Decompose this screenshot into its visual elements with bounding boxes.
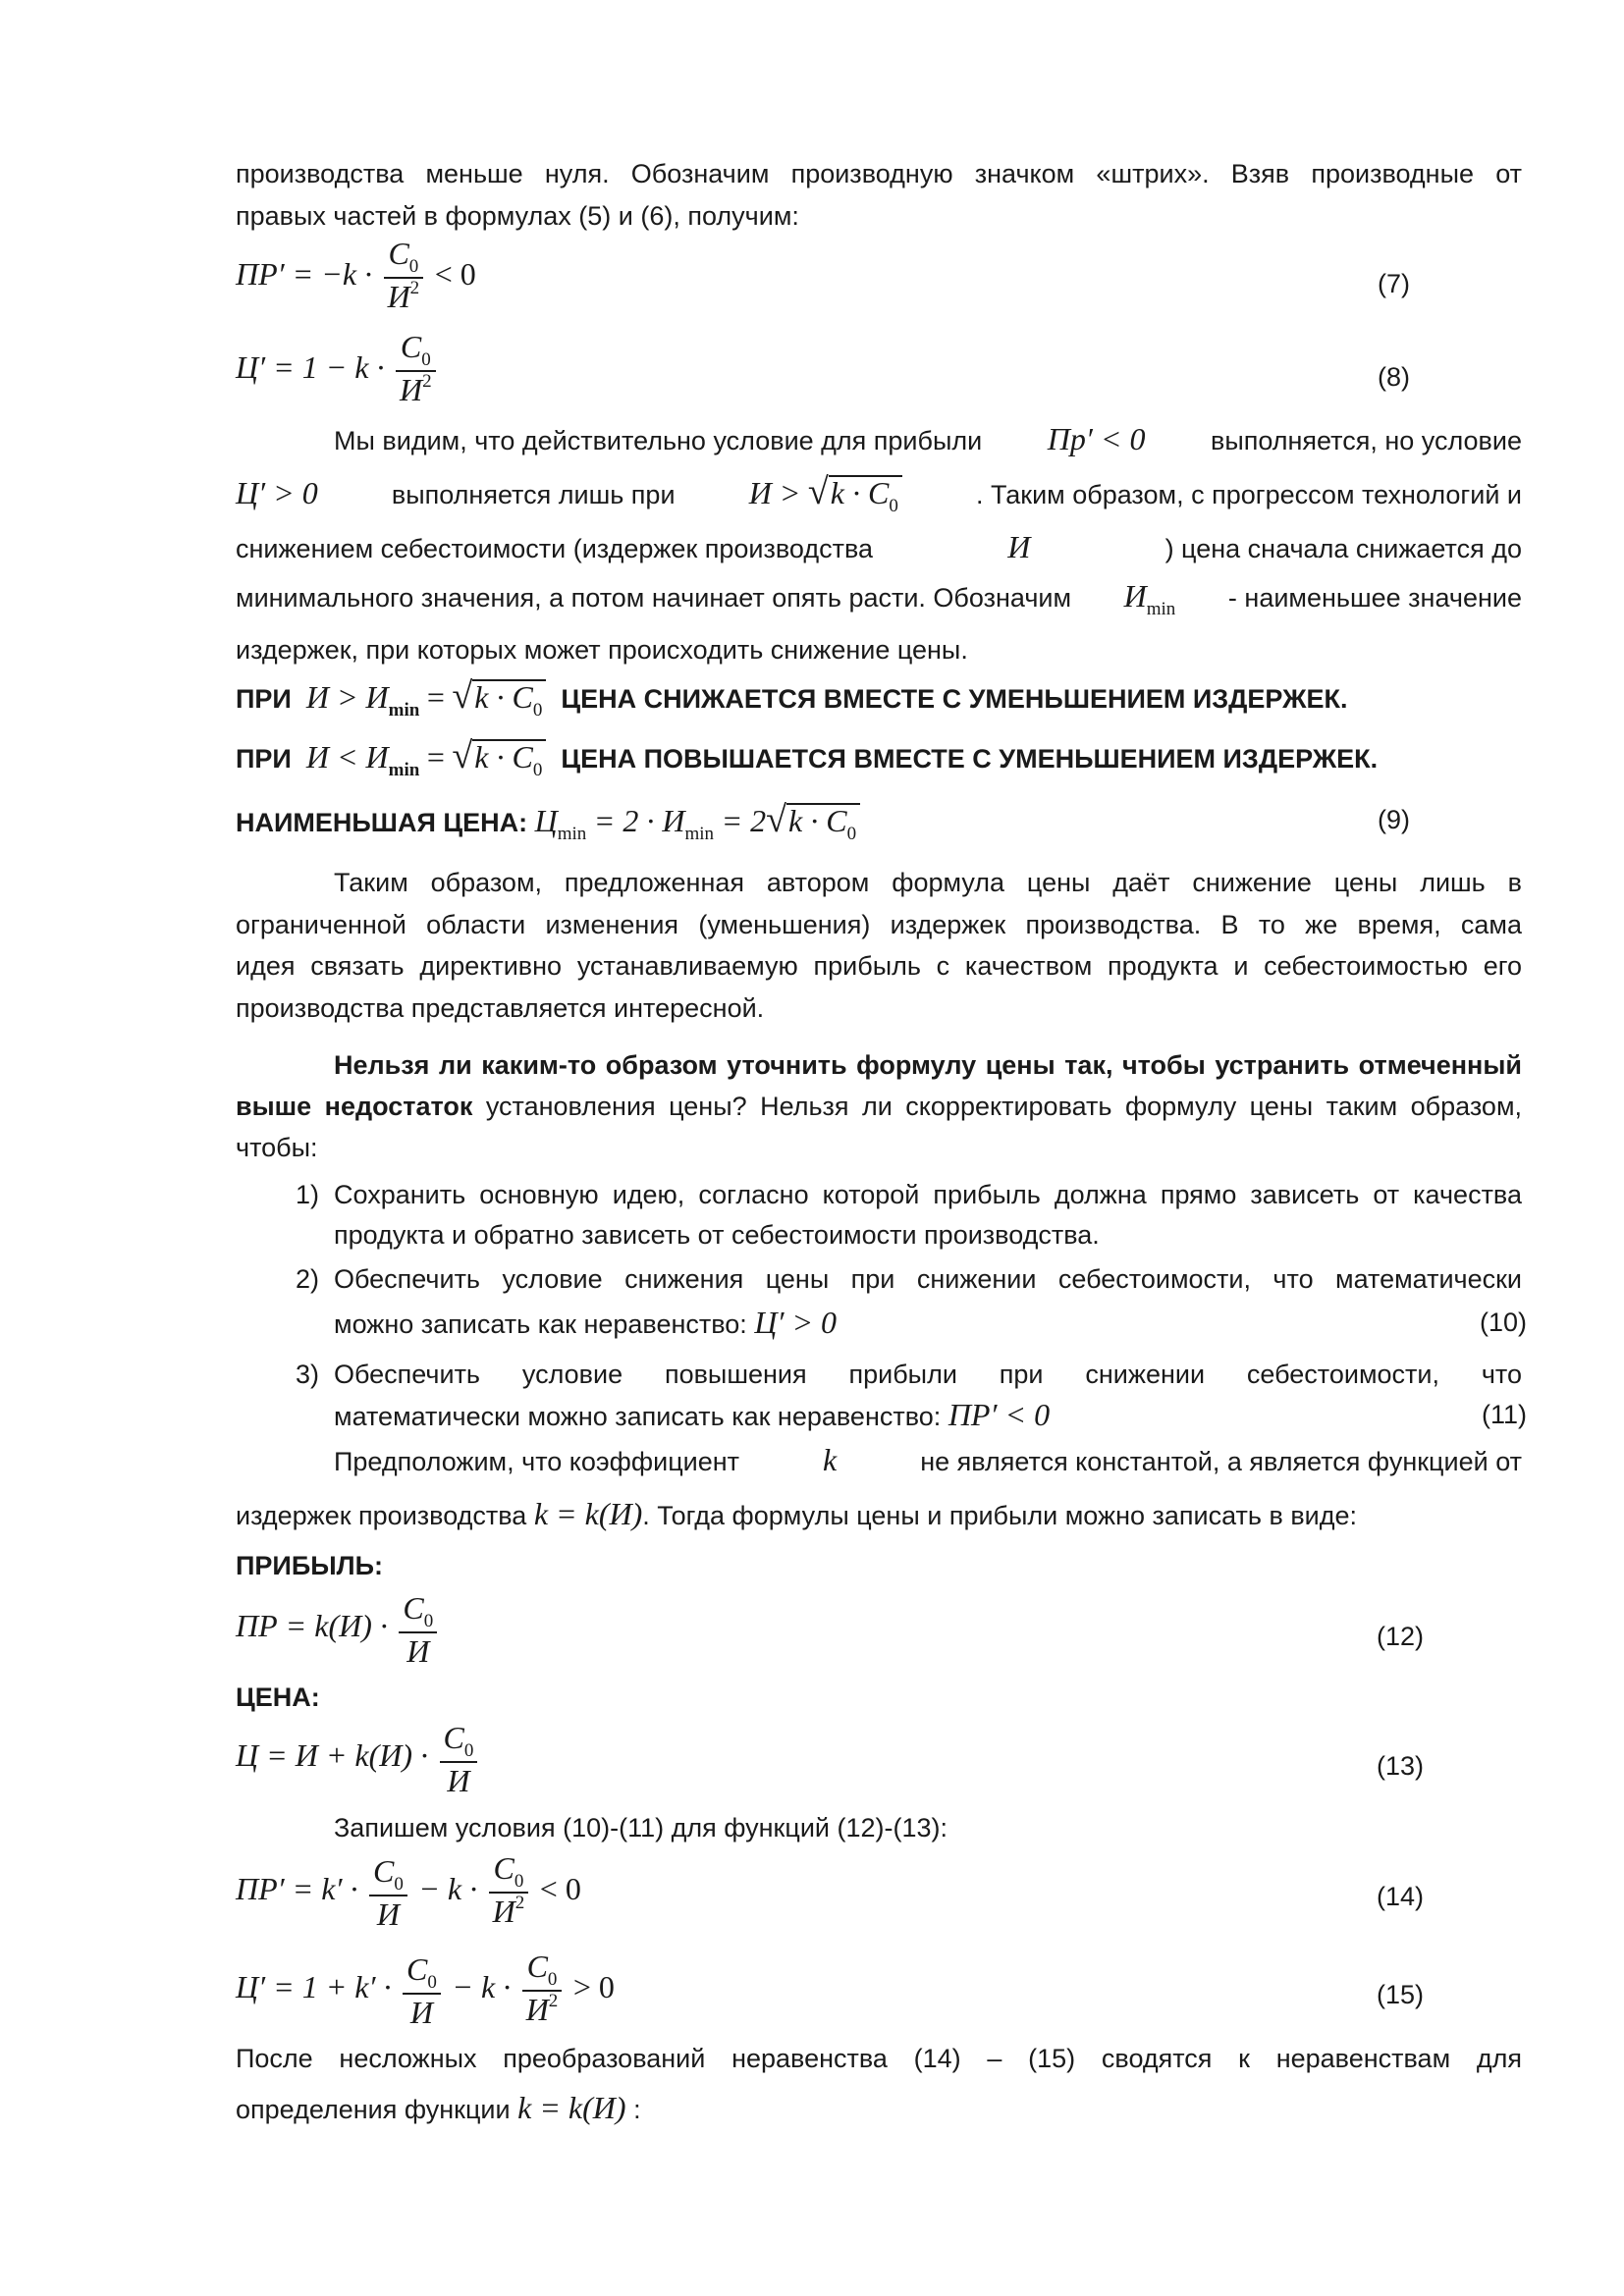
equation-lhs: ПР′ = −k · [236, 256, 373, 293]
inline-math: Ц′ > 0 [236, 475, 318, 510]
equation-rhs: < 0 [434, 256, 476, 293]
paragraph-line: Нельзя ли каким-то образом уточнить формулу цены так, чтобы устранить отмеченный [334, 1050, 1522, 1080]
equation-number: (12) [1376, 1622, 1424, 1651]
equation-number: (8) [1378, 362, 1410, 392]
paragraph-line: Предположим, что коэффициент k не является константой, а является функцией от [334, 1442, 1522, 1477]
equation-number: (14) [1376, 1882, 1424, 1911]
rule-decreasing: ПРИ $И > И_{min} = √k \cdot C_0$ ЦЕНА СНИЖАЕТСЯ ВМЕСТЕ С УМЕНЬШЕНИЕМ ИЗДЕРЖЕК. [236, 675, 1348, 721]
fraction: $\frac{C_0}{И^2}$ [384, 236, 424, 320]
paragraph-line: идея связать директивно устанавливаемую прибыль с качеством продукта и себестоимостью его [236, 951, 1522, 981]
paragraph-line: производства представляется интересной. [236, 993, 765, 1023]
equation-number: (9) [1378, 805, 1410, 834]
list-number: 1) [295, 1180, 319, 1209]
paragraph-line: издержек, при которых может происходить снижение цены. [236, 635, 968, 665]
equation-lhs: Ц′ = 1 − k · [236, 349, 385, 386]
fraction: $\frac{C_0}{И^2}$ [396, 329, 436, 413]
equation-7 [236, 236, 1522, 324]
heading-price: ЦЕНА: [236, 1682, 320, 1712]
list-item-line: Обеспечить условие снижения цены при снижении себестоимости, что математически [334, 1264, 1522, 1294]
rule-increasing: ПРИ $И < И_{min} = √k \cdot C_0$ ЦЕНА ПОВЫШАЕТСЯ ВМЕСТЕ С УМЕНЬШЕНИЕМ ИЗДЕРЖЕК. [236, 735, 1379, 780]
equation-8 [236, 329, 1522, 417]
inline-math: И [1007, 529, 1031, 564]
paragraph-line: издержек производства k = k(И). Тогда формулы цены и прибыли можно записать в виде: [236, 1496, 1358, 1531]
paragraph-line: Ц′ > 0 выполняется лишь при $И > √k \cdot C_0$ . Таким образом, с прогрессом технологий и [236, 471, 1522, 516]
paragraph-line: чтобы: [236, 1133, 318, 1162]
paragraph-line: ограниченной области изменения (уменьшения) издержек производства. В то же время, сама [236, 910, 1522, 939]
equation-number: (11) [1481, 1400, 1527, 1429]
paragraph-line: выше недостаток установления цены? Нельзя ли скорректировать формулу цены таким образом, [236, 1092, 1523, 1121]
equation-number: (10) [1479, 1308, 1527, 1337]
equation-13: Ц = И + k(И) · $\frac{C_0}{И}$ (13) [236, 1720, 1424, 1798]
equation-number: (13) [1376, 1751, 1424, 1781]
list-item-line: можно записать как неравенство: Ц′ > 0 (10) [334, 1305, 1527, 1340]
paragraph-line: После несложных преобразований неравенства (14) – (15) сводятся к неравенствам для [236, 2044, 1522, 2073]
paragraph-line: производства меньше нуля. Обозначим производную значком «штрих». Взяв производные от [236, 159, 1522, 188]
inline-math: Пр′ < 0 [1047, 421, 1146, 456]
list-item-line: Сохранить основную идею, согласно которой прибыль должна прямо зависеть от качества [334, 1180, 1522, 1209]
paragraph-line: определения функции k = k(И) : [236, 2090, 641, 2125]
paragraph-line: снижением себестоимости (издержек производства И ) цена сначала снижается до [236, 529, 1522, 564]
equation-15: Ц′ = 1 + k′ · $\frac{C_0}{И}$ − k · $\frac{C_0}{И^2}$ > 0 (15) [236, 1949, 1424, 2030]
paragraph-line: правых частей в формулах (5) и (6), получим: [236, 201, 799, 231]
heading-profit: ПРИБЫЛЬ: [236, 1551, 384, 1580]
list-item-line: математически можно записать как неравенство: ПР′ < 0 (11) [334, 1397, 1527, 1432]
equation-12: ПР = k(И) · $\frac{C_0}{И}$ (12) [236, 1590, 1424, 1669]
paragraph-line: минимального значения, а потом начинает опять расти. Обозначим $И_{min}$ - наименьшее значение [236, 578, 1522, 619]
list-number: 2) [295, 1264, 319, 1294]
list-number: 3) [295, 1360, 319, 1389]
list-item-line: Обеспечить условие повышения прибыли при снижении себестоимости, что [334, 1360, 1522, 1389]
equation-number: (15) [1376, 1980, 1424, 2009]
paragraph-line: Таким образом, предложенная автором формула цены даёт снижение цены лишь в [334, 868, 1522, 897]
paragraph-line: Мы видим, что действительно условие для прибыли Пр′ < 0 выполняется, но условие [334, 421, 1522, 456]
equation-9: НАИМЕНЬШАЯ ЦЕНА: $Ц_{min} = 2 \cdot И_{min} = 2√k \cdot C_0$ (9) [236, 799, 1410, 844]
list-item-line: продукта и обратно зависеть от себестоимости производства. [334, 1220, 1100, 1250]
equation-14: ПР′ = k′ · $\frac{C_0}{И}$ − k · $\frac{C_0}{И^2}$ < 0 (14) [236, 1850, 1424, 1932]
paragraph-line: Запишем условия (10)-(11) для функций (12)-(13): [334, 1813, 948, 1842]
equation-number: (7) [1378, 269, 1410, 298]
